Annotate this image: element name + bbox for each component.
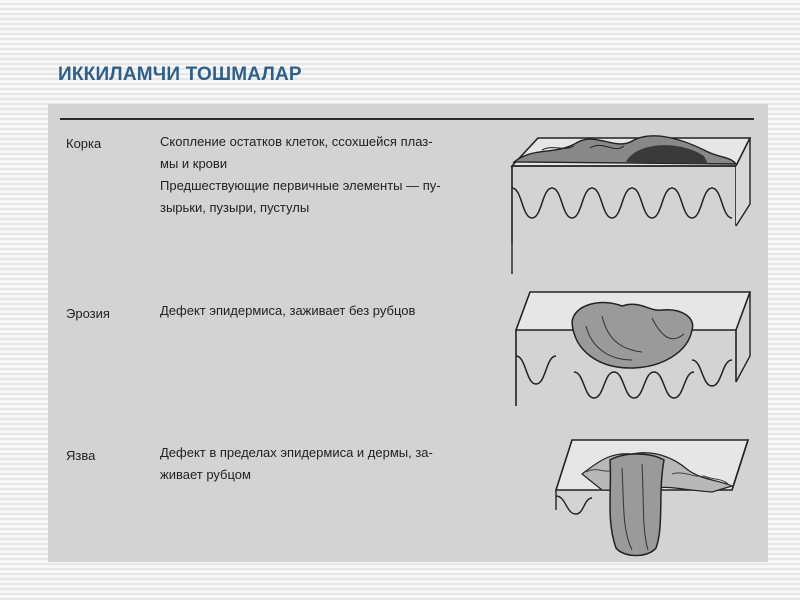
scanned-table xyxy=(48,104,768,562)
crust-illustration xyxy=(494,126,758,276)
slide-title: ИККИЛАМЧИ ТОШМАЛАР xyxy=(58,64,302,85)
desc-crust xyxy=(160,131,441,219)
erosion-illustration xyxy=(512,286,758,414)
desc-ulcer xyxy=(160,442,433,486)
desc-crust-line-4: зырьки, пузыри, пустулы xyxy=(160,200,310,215)
term-erosion: Эрозия xyxy=(66,306,110,321)
ulcer-illustration xyxy=(552,430,758,562)
desc-crust-line-1: Скопление остатков клеток, ссохшейся плаз- xyxy=(160,134,433,149)
term-crust: Корка xyxy=(66,136,102,151)
desc-crust-line-2: мы и крови xyxy=(160,156,228,171)
desc-crust-line-3: Предшествующие первичные элементы — пу- xyxy=(160,178,441,193)
desc-erosion-line-1: Дефект эпидермиса, заживает без рубцов xyxy=(160,303,416,318)
desc-ulcer-line-2: живает рубцом xyxy=(160,467,251,482)
term-ulcer: Язва xyxy=(66,448,96,463)
table-top-rule xyxy=(60,118,754,120)
desc-ulcer-line-1: Дефект в пределах эпидермиса и дермы, за- xyxy=(160,445,433,460)
desc-erosion xyxy=(160,300,415,322)
